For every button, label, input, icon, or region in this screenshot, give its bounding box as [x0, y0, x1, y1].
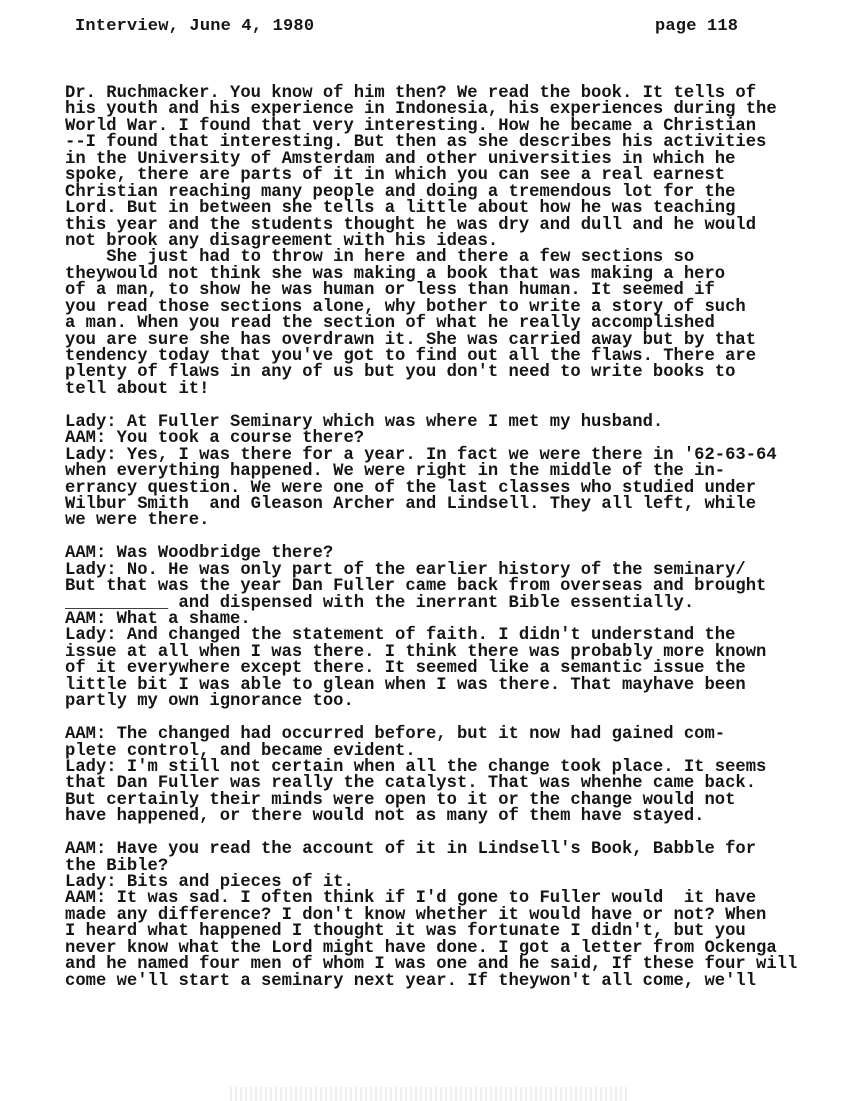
- transcript-line: theywould not think she was making a book that was making a hero: [65, 264, 726, 284]
- transcript-line: AAM: What a shame.: [65, 610, 251, 629]
- transcript-line: Lady: Bits and pieces of it.: [65, 873, 354, 892]
- transcript-line: in the University of Amsterdam and other universities in which he: [65, 149, 736, 169]
- transcript-line: come we'll start a seminary next year. If theywon't all come, we'll: [65, 971, 757, 991]
- transcript-line: tendency today that you've got to find out all the flaws. There are: [65, 347, 757, 366]
- transcript-line: errancy question. We were one of the last classes who studied under: [65, 478, 757, 498]
- transcript-line: of it everywhere except there. It seemed like a semantic issue the: [65, 659, 746, 679]
- transcript-line: Lady: No. He was only part of the earlier history of the seminary/: [65, 560, 746, 580]
- transcript-line: She just had to throw in here and there a few sections so: [65, 248, 695, 268]
- transcript-line: Lady: I'm still not certain when all the change took place. It seems: [65, 757, 767, 777]
- transcript-line: Lord. But in between she tells a little about how he was teaching: [65, 199, 736, 219]
- transcript-line: Dr. Ruchmacker. You know of him then? We read the book. It tells of: [65, 84, 757, 103]
- transcript-line: I heard what happened I thought it was fortunate I didn't, but you: [65, 922, 746, 942]
- transcript-line: Christian reaching many people and doing a tremendous lot for the: [65, 182, 736, 202]
- transcript-line: World War. I found that very interesting. How he became a Christian: [65, 116, 757, 136]
- transcript-line: we were there.: [65, 511, 210, 531]
- transcript-line: plete control, and became evident.: [65, 741, 416, 761]
- scan-artifact: [230, 1087, 630, 1101]
- transcript-line: and he named four men of whom I was one and he said, If these four will: [65, 955, 798, 975]
- transcript-line: a man. When you read the section of what he really accomplished: [65, 314, 715, 334]
- transcript-line: But that was the year Dan Fuller came back from overseas and brought: [65, 577, 767, 597]
- document-header-title: Interview, June 4, 1980: [75, 17, 315, 36]
- transcript-line: spoke, there are parts of it in which you can see a real earnest: [65, 166, 726, 186]
- transcript-line: not brook any disagreement with his ideas.: [65, 231, 499, 251]
- transcript-line: this year and the students thought he was dry and dull and he would: [65, 215, 757, 235]
- transcript-line: plenty of flaws in any of us but you don't need to write books to: [65, 363, 736, 383]
- transcript-line: his youth and his experience in Indonesia, his experiences during the: [65, 100, 777, 120]
- transcript-line: But certainly their minds were open to it or the change would not: [65, 790, 736, 810]
- transcript-line: Lady: At Fuller Seminary which was where I met my husband.: [65, 412, 664, 432]
- transcript-line: AAM: Have you read the account of it in Lindsell's Book, Babble for: [65, 840, 757, 860]
- transcript-line: AAM: The changed had occurred before, but it now had gained com-: [65, 725, 726, 745]
- transcript-line: Lady: Yes, I was there for a year. In fact we were there in '62-63-64: [65, 445, 777, 465]
- transcript-body: [65, 86, 845, 990]
- transcript-line: the Bible?: [65, 856, 169, 876]
- transcript-line: Lady: And changed the statement of faith. I didn't understand the: [65, 626, 736, 646]
- transcript-line: tell about it!: [65, 379, 210, 399]
- transcript-line: partly my own ignorance too.: [65, 692, 354, 712]
- transcript-line: made any difference? I don't know whether it would have or not? When: [65, 905, 767, 925]
- transcript-line: Wilbur Smith and Gleason Archer and Lindsell. They all left, while: [65, 494, 757, 514]
- transcript-line: never know what the Lord might have done. I got a letter from Ockenga: [65, 938, 777, 958]
- transcript-line: have happened, or there would not as many of them have stayed.: [65, 807, 705, 827]
- transcript-line: AAM: Was Woodbridge there?: [65, 544, 334, 564]
- page-number: page 118: [655, 17, 739, 36]
- transcript-line: when everything happened. We were right in the middle of the in-: [65, 462, 726, 482]
- transcript-line: you read those sections alone, why bother to write a story of such: [65, 297, 746, 317]
- transcript-line: AAM: It was sad. I often think if I'd gone to Fuller would it have: [65, 889, 757, 909]
- transcript-line: --I found that interesting. But then as she describes his activities: [65, 133, 767, 153]
- transcript-line: AAM: You took a course there?: [65, 429, 365, 449]
- transcript-line: that Dan Fuller was really the catalyst. That was whenhe came back.: [65, 774, 757, 794]
- transcript-line: of a man, to show he was human or less than human. It seemed if: [65, 281, 715, 301]
- transcript-line: little bit I was able to glean when I was there. That mayhave been: [65, 675, 746, 695]
- transcript-line: __________ and dispensed with the inerrant Bible essentially.: [65, 593, 695, 613]
- transcript-line: you are sure she has overdrawn it. She was carried away but by that: [65, 330, 757, 350]
- transcript-line: issue at all when I was there. I think there was probably more known: [65, 642, 767, 662]
